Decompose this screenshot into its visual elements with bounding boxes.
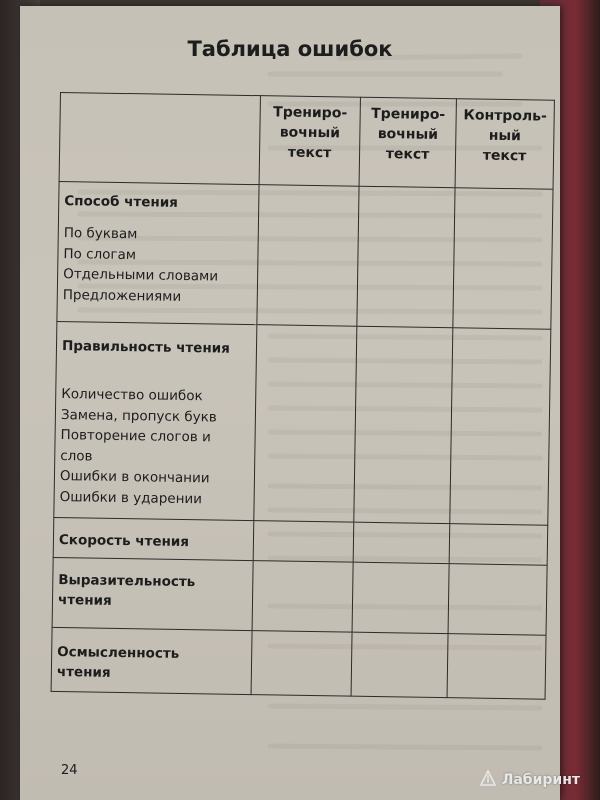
empty-cell (353, 522, 450, 564)
row-label-cell (54, 321, 257, 520)
subitem-label: Отдельными словами (63, 266, 219, 285)
empty-cell (447, 634, 546, 700)
subitem-label: По слогам (63, 245, 137, 263)
empty-cell (449, 524, 548, 566)
category-label: Осмысленность чтения (56, 644, 180, 681)
empty-cell (357, 186, 455, 327)
subitem-label: Повторение слогов и (60, 427, 211, 446)
header-control-text (455, 99, 554, 190)
watermark-logo: Лабиринт (501, 772, 580, 788)
header-training-text-2 (359, 97, 456, 187)
header-training-text-1 (259, 96, 360, 187)
table-row-reading-comprehension (51, 627, 546, 699)
page-title: Таблица ошибок (187, 37, 393, 61)
category-label: Правильность чтения (61, 338, 230, 357)
row-label-cell (51, 627, 252, 694)
row-label-cell (57, 181, 259, 324)
book-page (20, 6, 560, 800)
table-row-reading-accuracy (54, 321, 551, 525)
category-label: Способ чтения (64, 193, 179, 211)
row-label-cell (52, 557, 253, 630)
empty-cell (352, 562, 449, 633)
empty-cell (252, 561, 353, 633)
empty-cell (448, 564, 547, 636)
header-empty-cell (59, 93, 260, 185)
empty-cell (354, 326, 453, 523)
errors-table (51, 92, 555, 700)
empty-cell (453, 188, 553, 330)
empty-cell (351, 632, 448, 698)
empty-cell (253, 521, 354, 563)
category-label: Выразительность чтения (57, 572, 196, 609)
subitem-label: Ошибки в ударении (59, 488, 203, 507)
subitem-label: Предложениями (62, 286, 182, 305)
empty-cell (251, 631, 352, 697)
subitem-label: По буквам (63, 225, 138, 243)
header-label: Трениро- вочный текст (273, 104, 348, 162)
category-label: Скорость чтения (58, 532, 190, 551)
subitem-label: слов (60, 447, 93, 465)
empty-cell (450, 328, 551, 526)
labirint-logo-icon (480, 770, 496, 786)
header-label: Трениро- вочный текст (371, 105, 446, 163)
header-label: Контроль- ный текст (463, 107, 548, 165)
page-number: 24 (61, 763, 78, 778)
empty-cell (257, 185, 359, 327)
table-row-reading-expressiveness (52, 557, 547, 635)
subitem-label: Замена, пропуск букв (60, 406, 217, 426)
table-header-row (59, 93, 554, 190)
empty-cell (254, 325, 357, 523)
table-row-reading-method (57, 181, 553, 329)
subitem-label: Ошибки в окончании (59, 468, 210, 487)
subitem-label: Количество ошибок (61, 386, 203, 405)
row-label-cell (53, 517, 254, 560)
